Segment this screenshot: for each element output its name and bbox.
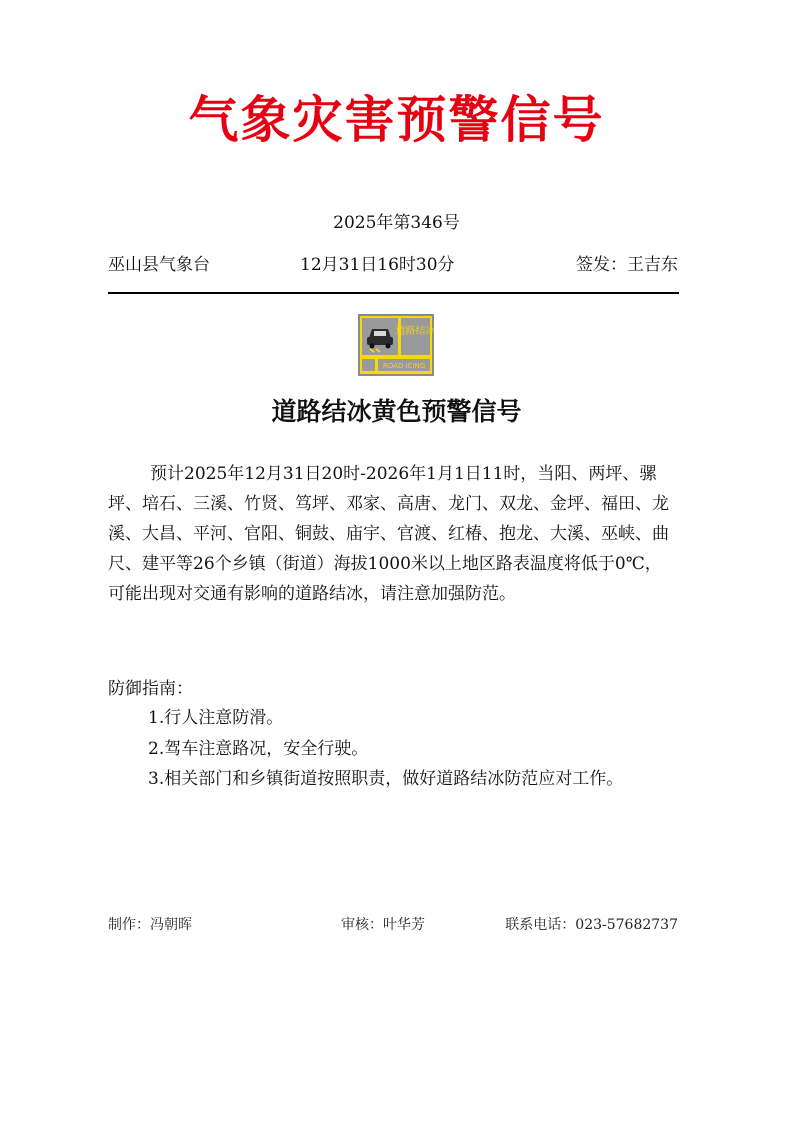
icon-text-top: 道路结冰 [395, 326, 434, 337]
guidance-item: 1.行人注意防滑。 [148, 708, 284, 728]
guidance-item: 2.驾车注意路况，安全行驶。 [148, 738, 369, 759]
issuer-name: 巫山县气象台 [108, 255, 210, 275]
icon-text-bottom: ROAD ICING [382, 362, 426, 370]
signal-title: 道路结冰黄色预警信号 [271, 397, 522, 426]
header-divider [108, 292, 679, 294]
footer-reviewer: 审核：叶华芳 [341, 917, 425, 933]
issuer-row [108, 250, 678, 274]
document-number: 2025年第346号 [333, 213, 460, 233]
guidance-list [108, 703, 678, 795]
footer-maker: 制作：冯朝晖 [108, 917, 192, 933]
road-icing-yellow-warning-icon [358, 314, 434, 376]
warning-paragraph: 预计2025年12月31日20时-2026年1月1日11时，当阳、两坪、骡坪、培石、三溪、竹贤、笃坪、邓家、高唐、龙门、双龙、金坪、福田、龙溪、大昌、平河、官阳、铜鼓、庙宇、官渡、红椿、抱龙、大溪、巫峡、曲尺、建平等26个乡镇（街道）海拔1000米以上地区路表温度将低于0℃，可能出现对交通有影响的道路结冰，请注意加强防范。 [108, 464, 669, 604]
signer: 签发：王吉东 [576, 255, 678, 275]
document-title: 气象灾害预警信号 [188, 90, 605, 149]
warning-content [108, 459, 678, 609]
issue-time: 12月31日16时30分 [300, 255, 455, 275]
guidance-heading: 防御指南： [108, 679, 193, 699]
guidance-item: 3.相关部门和乡镇街道按照职责，做好道路结冰防范应对工作。 [148, 769, 624, 789]
footer-contact: 联系电话：023-57682737 [505, 917, 678, 933]
